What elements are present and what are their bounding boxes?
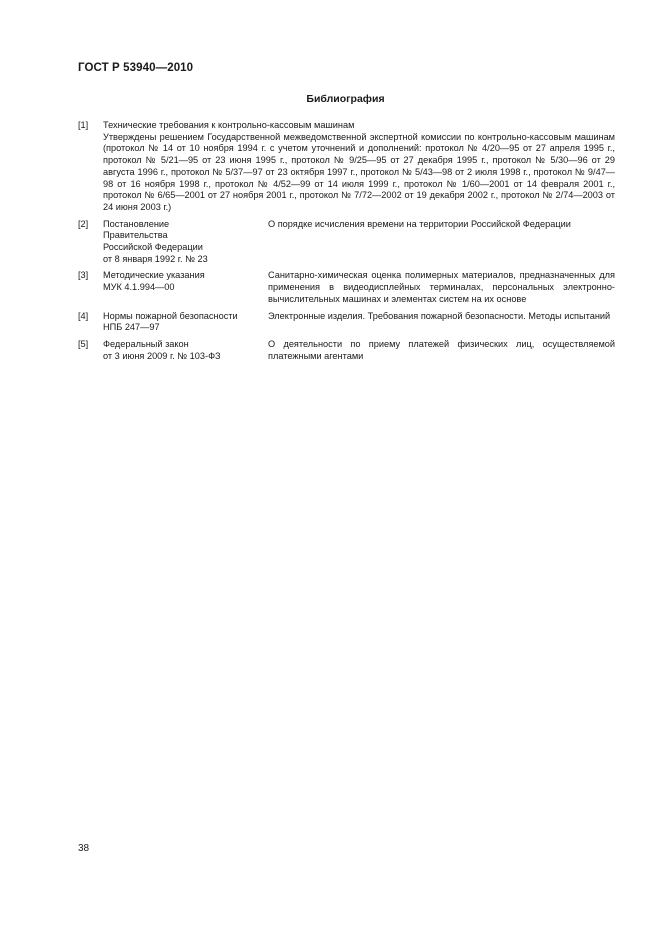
entry-number: [2] [78,218,89,229]
section-title: Библиография [306,93,385,105]
entry-description: О деятельности по приему платежей физических лиц, осуществляемой платежными агентами [268,338,615,361]
entry-source: Методические указания МУК 4.1.994—00 [103,270,205,293]
page-number: 38 [78,843,90,854]
entry-title: Технические требования к контрольно-кассовым машинам [103,120,355,130]
entry-source: Федеральный закон от 3 июня 2009 г. № 103-ФЗ [103,338,221,361]
bibliography-entry-5 [78,339,615,362]
bibliography-entry-4 [78,311,615,334]
entry-number: [3] [78,270,89,281]
entry-source: Нормы пожарной безопасности НПБ 247—97 [103,310,238,333]
entry-number: [4] [78,310,89,321]
bibliography-entry-3 [78,270,615,305]
bibliography-entry-1 [78,120,615,214]
bibliography-list [78,120,615,367]
entry-number: [1] [78,120,89,130]
document-code: ГОСТ Р 53940—2010 [78,62,194,74]
entry-text: Утверждены решением Государственной межведомственной экспертной комиссии по контрольно-кассовым машинам (протокол № 14 от 10 ноября 1994 г. с учетом уточнений и дополнений: протокол № 4/20—95 от 27 апреля 1995 г., протокол № 5/21—95 от 23 июня 1995 г., протокол № 9/25—95 от 27 декабря 1995 г., протокол № 5/30—96 от 29 августа 1996 г., протокол № 5/37—97 от 23 октября 1997 г., протокол № 5/43—98 от 2 июля 1998 г., протокол № 9/47—98 от 16 ноября 1998 г., протокол № 4/52—99 от 14 июля 1999 г., протокол № 1/60—2001 от 14 февраля 2001 г., протокол № 6/65—2001 от 27 ноября 2001 г., протокол № 7/72—2002 от 19 декабря 2002 г., протокол № 2/74—2003 от 24 июня 2003 г.) [103,131,615,212]
bibliography-entry-2 [78,219,615,266]
entry-description: Санитарно-химическая оценка полимерных материалов, предназначенных для применения в видеодисплейных терминалах, персональных электронно-вычислительных машинах и элементах систем на их основе [268,270,615,304]
entry-description: Электронные изделия. Требования пожарной безопасности. Методы испытаний [268,310,611,321]
entry-source: Постановление Правительства Российской Федерации от 8 января 1992 г. № 23 [103,218,208,264]
entry-number: [5] [78,338,89,349]
entry-description: О порядке исчисления времени на территории Российской Федерации [268,218,571,229]
